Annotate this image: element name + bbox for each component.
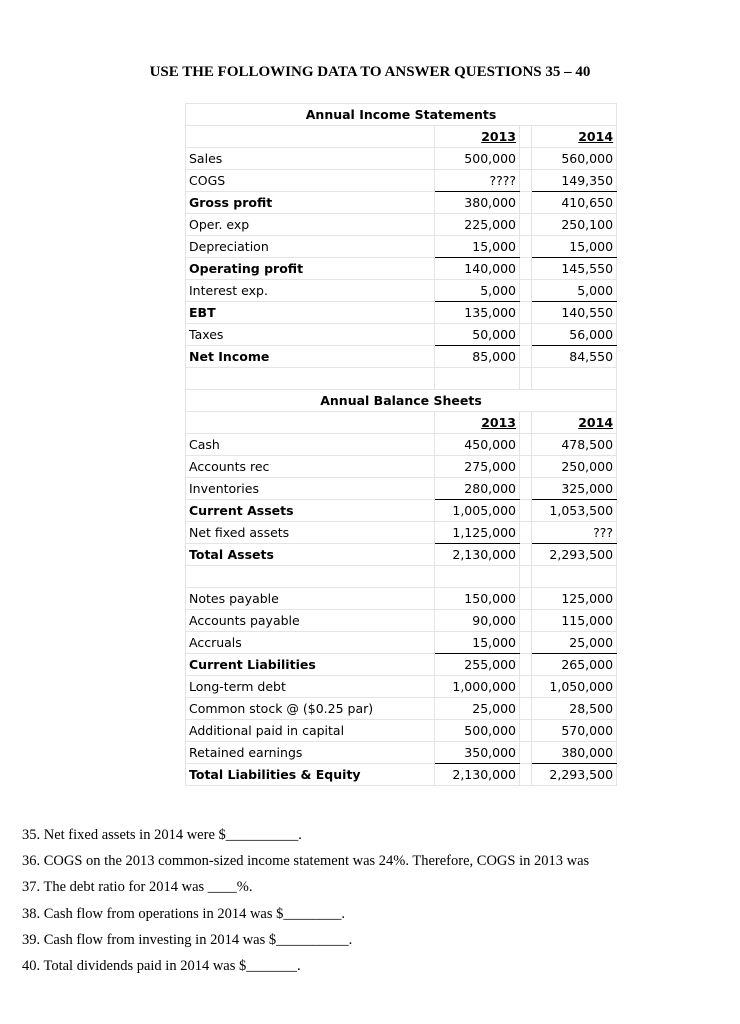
- spacer-cell: [520, 654, 532, 676]
- value-2014: 265,000: [532, 654, 617, 676]
- spacer-cell: [186, 412, 435, 434]
- spacer-cell: [520, 610, 532, 632]
- income-statement-title: Annual Income Statements: [186, 104, 617, 126]
- table-row: [186, 170, 617, 192]
- value-2013: 1,005,000: [435, 500, 520, 522]
- table-row: [186, 434, 617, 456]
- row-label: COGS: [186, 170, 435, 192]
- row-label: Net Income: [186, 346, 435, 368]
- balance-year-row: [186, 412, 617, 434]
- table-row: [186, 588, 617, 610]
- spacer-cell: [520, 302, 532, 324]
- question-item: 35. Net fixed assets in 2014 were $__________.: [22, 827, 302, 843]
- row-label: Net fixed assets: [186, 522, 435, 544]
- value-2014: 478,500: [532, 434, 617, 456]
- value-2013: 350,000: [435, 742, 520, 764]
- value-2014: 25,000: [532, 632, 617, 654]
- value-2013: ????: [435, 170, 520, 192]
- value-2014: 380,000: [532, 742, 617, 764]
- value-2014: 5,000: [532, 280, 617, 302]
- value-2013: 1,125,000: [435, 522, 520, 544]
- table-row: [186, 764, 617, 786]
- value-2014: 28,500: [532, 698, 617, 720]
- value-2014: 145,550: [532, 258, 617, 280]
- value-2013: 150,000: [435, 588, 520, 610]
- spacer-row: [186, 368, 617, 390]
- row-label: EBT: [186, 302, 435, 324]
- value-2014: 250,100: [532, 214, 617, 236]
- row-label: Gross profit: [186, 192, 435, 214]
- table-row: [186, 324, 617, 346]
- spacer-cell: [520, 412, 532, 434]
- row-label: Retained earnings: [186, 742, 435, 764]
- spacer-cell: [520, 522, 532, 544]
- value-2014: ???: [532, 522, 617, 544]
- financial-table: [185, 103, 617, 786]
- row-label: Current Assets: [186, 500, 435, 522]
- table-row: [186, 346, 617, 368]
- spacer-cell: [520, 192, 532, 214]
- row-label: Notes payable: [186, 588, 435, 610]
- spacer-cell: [520, 720, 532, 742]
- table-row: [186, 632, 617, 654]
- value-2013: 280,000: [435, 478, 520, 500]
- value-2013: 2,130,000: [435, 764, 520, 786]
- row-label: Depreciation: [186, 236, 435, 258]
- value-2014: 325,000: [532, 478, 617, 500]
- spacer-cell: [520, 478, 532, 500]
- table-row: [186, 148, 617, 170]
- table-row: [186, 192, 617, 214]
- income-year-2014: 2014: [532, 126, 617, 148]
- row-label: Current Liabilities: [186, 654, 435, 676]
- table-row: [186, 522, 617, 544]
- table-row: [186, 654, 617, 676]
- value-2013: 5,000: [435, 280, 520, 302]
- value-2014: 2,293,500: [532, 544, 617, 566]
- table-row: [186, 544, 617, 566]
- value-2013: 50,000: [435, 324, 520, 346]
- spacer-cell: [520, 698, 532, 720]
- value-2013: 90,000: [435, 610, 520, 632]
- spacer-cell: [520, 742, 532, 764]
- value-2014: 140,550: [532, 302, 617, 324]
- spacer-cell: [520, 676, 532, 698]
- value-2013: 1,000,000: [435, 676, 520, 698]
- value-2013: 15,000: [435, 632, 520, 654]
- table-row: [186, 676, 617, 698]
- spacer-cell: [520, 346, 532, 368]
- balance-year-2014: 2014: [532, 412, 617, 434]
- table-row: [186, 610, 617, 632]
- value-2014: 1,050,000: [532, 676, 617, 698]
- value-2014: 15,000: [532, 236, 617, 258]
- table-row: [186, 742, 617, 764]
- value-2014: 2,293,500: [532, 764, 617, 786]
- row-label: Cash: [186, 434, 435, 456]
- spacer-cell: [520, 632, 532, 654]
- spacer-cell: [186, 126, 435, 148]
- spacer-cell: [520, 258, 532, 280]
- table-row: [186, 280, 617, 302]
- value-2013: 380,000: [435, 192, 520, 214]
- row-label: Inventories: [186, 478, 435, 500]
- question-item: 38. Cash flow from operations in 2014 was $________.: [22, 905, 345, 922]
- row-label: Accounts rec: [186, 456, 435, 478]
- spacer-cell: [520, 544, 532, 566]
- spacer-cell: [520, 764, 532, 786]
- financial-table-body: [186, 104, 617, 786]
- spacer-cell: [520, 434, 532, 456]
- table-row: [186, 258, 617, 280]
- value-2014: 56,000: [532, 324, 617, 346]
- row-label: Long-term debt: [186, 676, 435, 698]
- spacer-cell: [520, 148, 532, 170]
- value-2013: 85,000: [435, 346, 520, 368]
- table-row: [186, 720, 617, 742]
- value-2013: 15,000: [435, 236, 520, 258]
- row-label: Total Liabilities & Equity: [186, 764, 435, 786]
- table-row: [186, 214, 617, 236]
- value-2014: 250,000: [532, 456, 617, 478]
- table-row: [186, 478, 617, 500]
- row-label: Total Assets: [186, 544, 435, 566]
- questions-list: [22, 822, 732, 979]
- value-2013: 255,000: [435, 654, 520, 676]
- question-item: 36. COGS on the 2013 common-sized income statement was 24%. Therefore, COGS in 2013 was: [22, 853, 590, 870]
- row-label: Sales: [186, 148, 435, 170]
- value-2013: 500,000: [435, 720, 520, 742]
- table-row: [186, 500, 617, 522]
- row-label: Additional paid in capital: [186, 720, 435, 742]
- value-2013: 275,000: [435, 456, 520, 478]
- row-label: Oper. exp: [186, 214, 435, 236]
- spacer-cell: [520, 126, 532, 148]
- table-row: [186, 698, 617, 720]
- value-2014: 125,000: [532, 588, 617, 610]
- table-row: [186, 236, 617, 258]
- spacer-cell: [520, 170, 532, 192]
- page-heading: USE THE FOLLOWING DATA TO ANSWER QUESTIONS 35 – 40: [149, 64, 591, 80]
- value-2013: 2,130,000: [435, 544, 520, 566]
- income-year-2013: 2013: [435, 126, 520, 148]
- value-2013: 25,000: [435, 698, 520, 720]
- value-2014: 149,350: [532, 170, 617, 192]
- income-year-row: [186, 126, 617, 148]
- question-item: 39. Cash flow from investing in 2014 was $__________.: [22, 931, 353, 948]
- question-item: 37. The debt ratio for 2014 was ____%.: [22, 879, 253, 896]
- value-2014: 1,053,500: [532, 500, 617, 522]
- balance-sheet-title: Annual Balance Sheets: [186, 390, 617, 412]
- table-row: [186, 456, 617, 478]
- spacer-cell: [520, 214, 532, 236]
- balance-year-2013: 2013: [435, 412, 520, 434]
- question-item: 40. Total dividends paid in 2014 was $_______.: [22, 957, 301, 974]
- income-title-row: [186, 104, 617, 126]
- value-2014: 410,650: [532, 192, 617, 214]
- spacer-row: [186, 566, 617, 588]
- row-label: Accounts payable: [186, 610, 435, 632]
- financial-spreadsheet: [185, 103, 616, 786]
- value-2014: 560,000: [532, 148, 617, 170]
- spacer-cell: [520, 236, 532, 258]
- value-2014: 570,000: [532, 720, 617, 742]
- value-2014: 84,550: [532, 346, 617, 368]
- balance-title-row: [186, 390, 617, 412]
- row-label: Operating profit: [186, 258, 435, 280]
- table-row: [186, 302, 617, 324]
- value-2013: 135,000: [435, 302, 520, 324]
- spacer-cell: [520, 456, 532, 478]
- row-label: Interest exp.: [186, 280, 435, 302]
- value-2013: 500,000: [435, 148, 520, 170]
- value-2014: 115,000: [532, 610, 617, 632]
- row-label: Accruals: [186, 632, 435, 654]
- value-2013: 225,000: [435, 214, 520, 236]
- spacer-cell: [520, 280, 532, 302]
- spacer-cell: [520, 324, 532, 346]
- value-2013: 140,000: [435, 258, 520, 280]
- row-label: Taxes: [186, 324, 435, 346]
- row-label: Common stock @ ($0.25 par): [186, 698, 435, 720]
- value-2013: 450,000: [435, 434, 520, 456]
- spacer-cell: [520, 500, 532, 522]
- spacer-cell: [520, 588, 532, 610]
